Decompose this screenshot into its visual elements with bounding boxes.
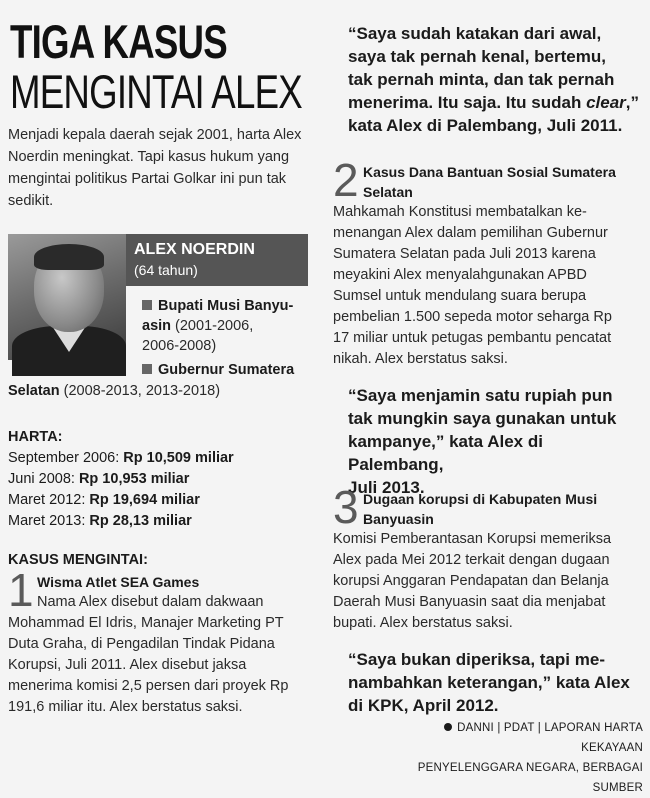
harta-row: Maret 2013: Rp 28,13 miliar	[8, 513, 192, 529]
case-number-3: 3	[333, 481, 359, 533]
case-body-1: Mohammad El Idris, Manajer Marketing PT Duta Graha, di Pengadilan Tindak Pidana Korupsi, Juli 2011. Alex disebut jaksa menerima komisi 2,5 persen dari proyek Rp 191,6 miliar itu. Alex berstatus saksi.	[8, 615, 289, 715]
intro-paragraph: Menjadi kepala daerah sejak 2001, harta Alex Noerdin meningkat. Tapi kasus hukum yang mengintai politikus Partai Golkar ini pun tak sedikit.	[8, 127, 302, 209]
quote-3: “Saya bukan diperiksa, tapi me- nambahkan keterangan,” kata Alex di KPK, April 2012.	[348, 650, 630, 715]
harta-heading: HARTA:	[8, 429, 63, 445]
profile-name: ALEX NOERDIN	[134, 241, 255, 258]
headline-line-1: TIGA KASUS	[10, 15, 227, 68]
bullet-square-icon	[142, 364, 152, 374]
case-title-1: Wisma Atlet SEA Games	[37, 574, 200, 590]
case-body-1-first: Nama Alex disebut dalam dakwaan	[37, 594, 264, 610]
case-title-2: Kasus Dana Bantuan Sosial Sumatera Selatan	[363, 164, 616, 200]
case-body-2: Mahkamah Konstitusi membatalkan ke- menangan Alex dalam pemilihan Gubernur Sumatera Selatan pada Juli 2013 karena meyakini Alex menyalahgunakan APBD Sumsel untuk mendulang suara berupa pembelian 1.500 sepeda motor seharga Rp 17 miliar untuk petugas pembantu pencatat nikah. Alex berstatus saksi.	[333, 204, 612, 367]
headline-line-2: MENGINTAI ALEX	[10, 65, 302, 118]
profile-name-box	[126, 234, 308, 286]
harta-row: Maret 2012: Rp 19,694 miliar	[8, 492, 200, 508]
harta-row: September 2006: Rp 10,509 miliar	[8, 450, 234, 466]
harta-row: Juni 2008: Rp 10,953 miliar	[8, 471, 190, 487]
position-1: Bupati Musi Banyu- asin (2001-2006, 2006-2008)	[142, 298, 294, 354]
case-title-3: Dugaan korupsi di Kabupaten Musi Banyuasin	[363, 491, 598, 527]
bullet-dot-icon	[444, 723, 452, 731]
position-2: Gubernur Sumatera	[142, 360, 312, 380]
quote-1: “Saya sudah katakan dari awal, saya tak pernah kenal, bertemu, tak pernah minta, dan tak pernah menerima. Itu saja. Itu sudah clear,” kata Alex di Palembang, Juli 2011.	[348, 24, 640, 135]
quote-2: “Saya menjamin satu rupiah pun tak mungkin saya gunakan untuk kampanye,” kata Alex di Palembang, Juli 2013.	[348, 386, 617, 497]
harta-section	[8, 427, 308, 532]
case-body-3: Komisi Pemberantasan Korupsi memeriksa Alex pada Mei 2012 terkait dengan dugaan korupsi Anggaran Pendapatan dan Belanja Daerah Musi Banyuasin saat dia menjabat bupati. Alex berstatus saksi.	[333, 531, 612, 631]
source-credit: DANNI | PDAT | LAPORAN HARTA KEKAYAAN PENYELENGGARA NEGARA, BERBAGAI SUMBER	[417, 722, 643, 794]
case-number-2: 2	[333, 154, 359, 206]
profile-age: (64 tahun)	[134, 262, 198, 278]
case-number-1: 1	[8, 564, 34, 616]
position-2-cont: Selatan (2008-2013, 2013-2018)	[8, 383, 221, 399]
bullet-square-icon	[142, 300, 152, 310]
kasus-heading: KASUS MENGINTAI:	[8, 552, 148, 568]
alex-noerdin-photo	[8, 234, 126, 360]
